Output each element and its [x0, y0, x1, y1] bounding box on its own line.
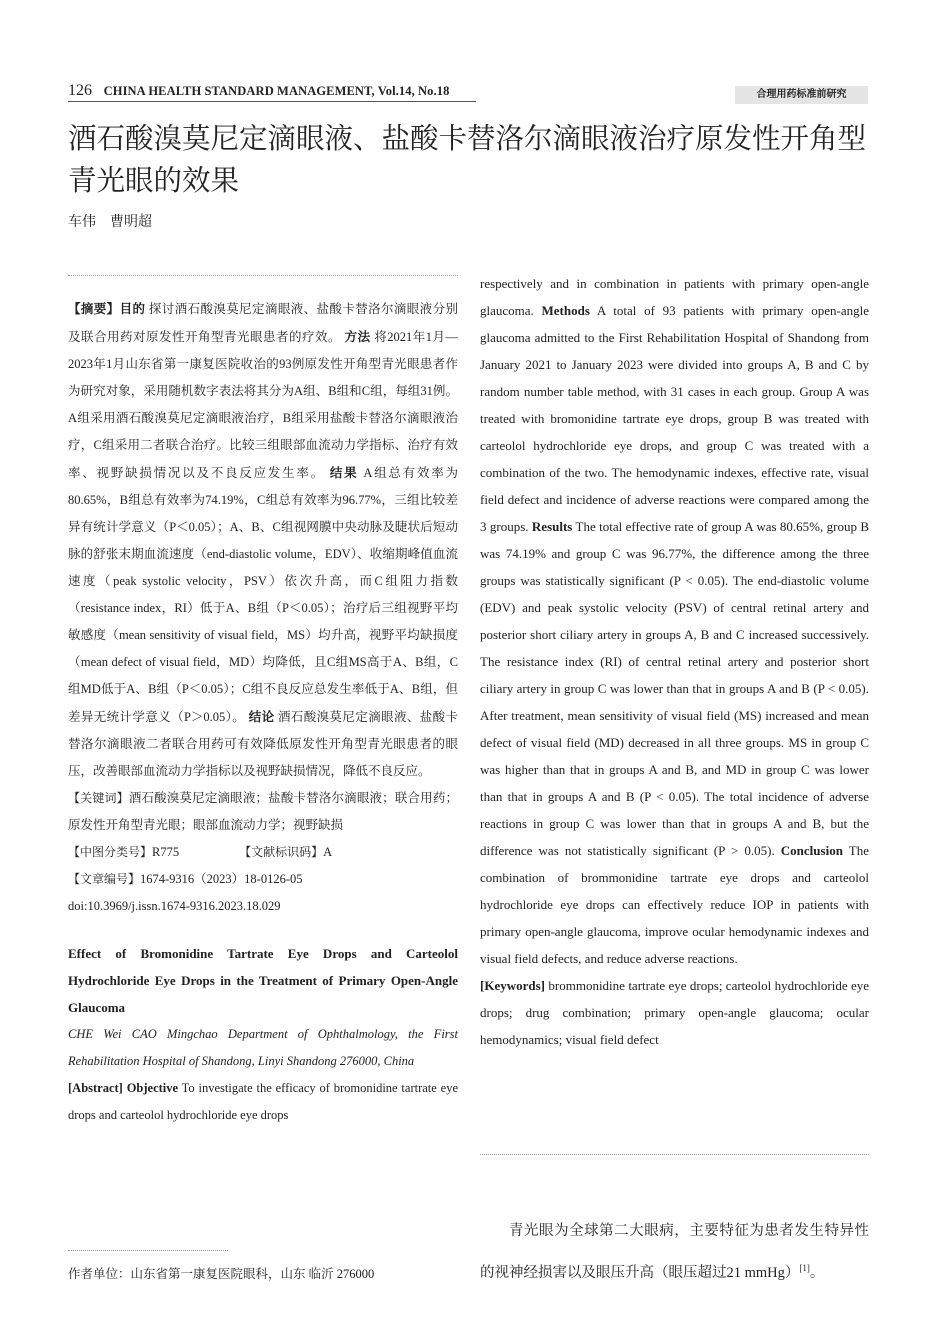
divider [68, 275, 458, 276]
affiliation-footnote: 作者单位：山东省第一康复医院眼科，山东 临沂 276000 [68, 1267, 375, 1281]
right-column [480, 270, 869, 1053]
header-rule [68, 101, 476, 102]
authors: 车伟 曹明超 [68, 214, 152, 230]
article-number-line: 【文章编号】1674-9316（2023）18-0126-05 [68, 872, 303, 886]
section-badge: 合理用药标准前研究 [735, 86, 868, 104]
english-authors: CHE Wei CAO Mingchao Department of Ophthalmology, the First Rehabilitation Hospital of Shandong, Linyi Shandong 276000, China [68, 1027, 458, 1068]
journal-name: CHINA HEALTH STANDARD MANAGEMENT, Vol.14, No.18 [103, 84, 450, 98]
doi: doi:10.3969/j.issn.1674-9316.2023.18.029 [68, 899, 281, 913]
divider [480, 1154, 869, 1155]
keywords-cn: 【关键词】酒石酸溴莫尼定滴眼液；盐酸卡替洛尔滴眼液；联合用药；原发性开角型青光眼；眼部血流动力学；视野缺损 [68, 791, 458, 832]
keywords-en: [Keywords] brommonidine tartrate eye drops; carteolol hydrochloride eye drops; drug combination; primary open-angle glaucoma; ocular hemodynamics; visual field defect [480, 978, 870, 1047]
intro-paragraph: 青光眼为全球第二大眼病，主要特征为患者发生特异性的视神经损害以及眼压升高（眼压超过21 mmHg）[1]。 [480, 1223, 869, 1281]
abstract-en-start: [Abstract] Objective To investigate the efficacy of bromonidine tartrate eye drops and carteolol hydrochloride eye drops [68, 1081, 458, 1122]
english-title: Effect of Bromonidine Tartrate Eye Drops and Carteolol Hydrochloride Eye Drops in the Treatment of Primary Open-Angle Glaucoma [68, 946, 458, 1015]
page-number: 126 [68, 82, 92, 99]
classification-line: 【中图分类号】R775 【文献标识码】A [68, 845, 333, 859]
left-column [68, 295, 458, 1129]
body-text [480, 1213, 869, 1292]
abstract-cn: 【摘要】目的 探讨酒石酸溴莫尼定滴眼液、盐酸卡替洛尔滴眼液分别及联合用药对原发性开角型青光眼患者的疗效。 方法 将2021年1月—2023年1月山东省第一康复医院收治的93例原发性开角型青光眼患者作为研究对象，采用随机数字表法将其分为A组、B组和C组，每组31例。A组采用酒石酸溴莫尼定滴眼液治疗，B组采用盐酸卡替洛尔滴眼液治疗，C组采用二者联合治疗。比较三组眼部血流动力学指标、治疗有效率、视野缺损情况以及不良反应发生率。 结果 A组总有效率为80.65%，B组总有效率为74.19%，C组总有效率为96.77%，三组比较差异有统计学意义（P＜0.05）；A、B、C组视网膜中央动脉及睫状后短动脉的舒张末期血流速度（end-diastolic volume，EDV）、收缩期峰值血流速度（peak systolic velocity，PSV）依次升高，而C组阻力指数（resistance index，RI）低于A、B组（P＜0.05）；治疗后三组视野平均敏感度（mean sensitivity of visual field，MS）均升高，视野平均缺损度（mean defect of visual field，MD）均降低，且C组MS高于A、B组，C组MD低于A、B组（P＜0.05）；C组不良反应总发生率低于A、B组，但差异无统计学意义（P＞0.05）。 结论 酒石酸溴莫尼定滴眼液、盐酸卡替洛尔滴眼液二者联合用药可有效降低原发性开角型青光眼患者的眼压，改善眼部血流动力学指标以及视野缺损情况，降低不良反应。 [68, 301, 459, 778]
running-header [68, 82, 449, 100]
footnote-divider [68, 1250, 228, 1251]
abstract-en-continued: respectively and in combination in patients with primary open-angle glaucoma. Methods A total of 93 patients with primary open-angle glaucoma admitted to the First Rehabilitation Hospital of Shandong from January 2021 to January 2023 were divided into groups A, B and C by random number table method, with 31 cases in each group. Group A was treated with bromonidine tartrate eye drops, group B was treated with carteolol hydrochloride eye drops, and group C was treated with a combination of the two. The hemodynamic indexes, effective rate, visual field defect and incidence of adverse reactions were compared among the 3 groups. Results The total effective rate of group A was 80.65%, group B was 74.19% and group C was 96.77%, the difference among the three groups was statistically significant (P < 0.05). The end-diastolic volume (EDV) and peak systolic velocity (PSV) of central retinal artery and posterior short ciliary artery in groups A, B and C increased successively. The resistance index (RI) of central retinal artery and posterior short ciliary artery in group C was lower than that in groups A and B (P < 0.05). After treatment, mean sensitivity of visual field (MS) increased and mean defect of visual field (MD) decreased in all three groups. MS in group C was higher than that in groups A and B, and MD in group C was lower than that in groups A and B (P < 0.05). The total incidence of adverse reactions in group C was lower than that in groups A and B, but the difference was not statistically significant (P > 0.05). Conclusion The combination of brommonidine tartrate eye drops and carteolol hydrochloride eye drops can effectively reduce IOP in patients with primary open-angle glaucoma, improve ocular hemodynamic indexes and visual field defects, and reduce adverse reactions. [480, 276, 870, 966]
citation: [1] [799, 1263, 810, 1273]
article-title: 酒石酸溴莫尼定滴眼液、盐酸卡替洛尔滴眼液治疗原发性开角型青光眼的效果 [68, 122, 867, 197]
